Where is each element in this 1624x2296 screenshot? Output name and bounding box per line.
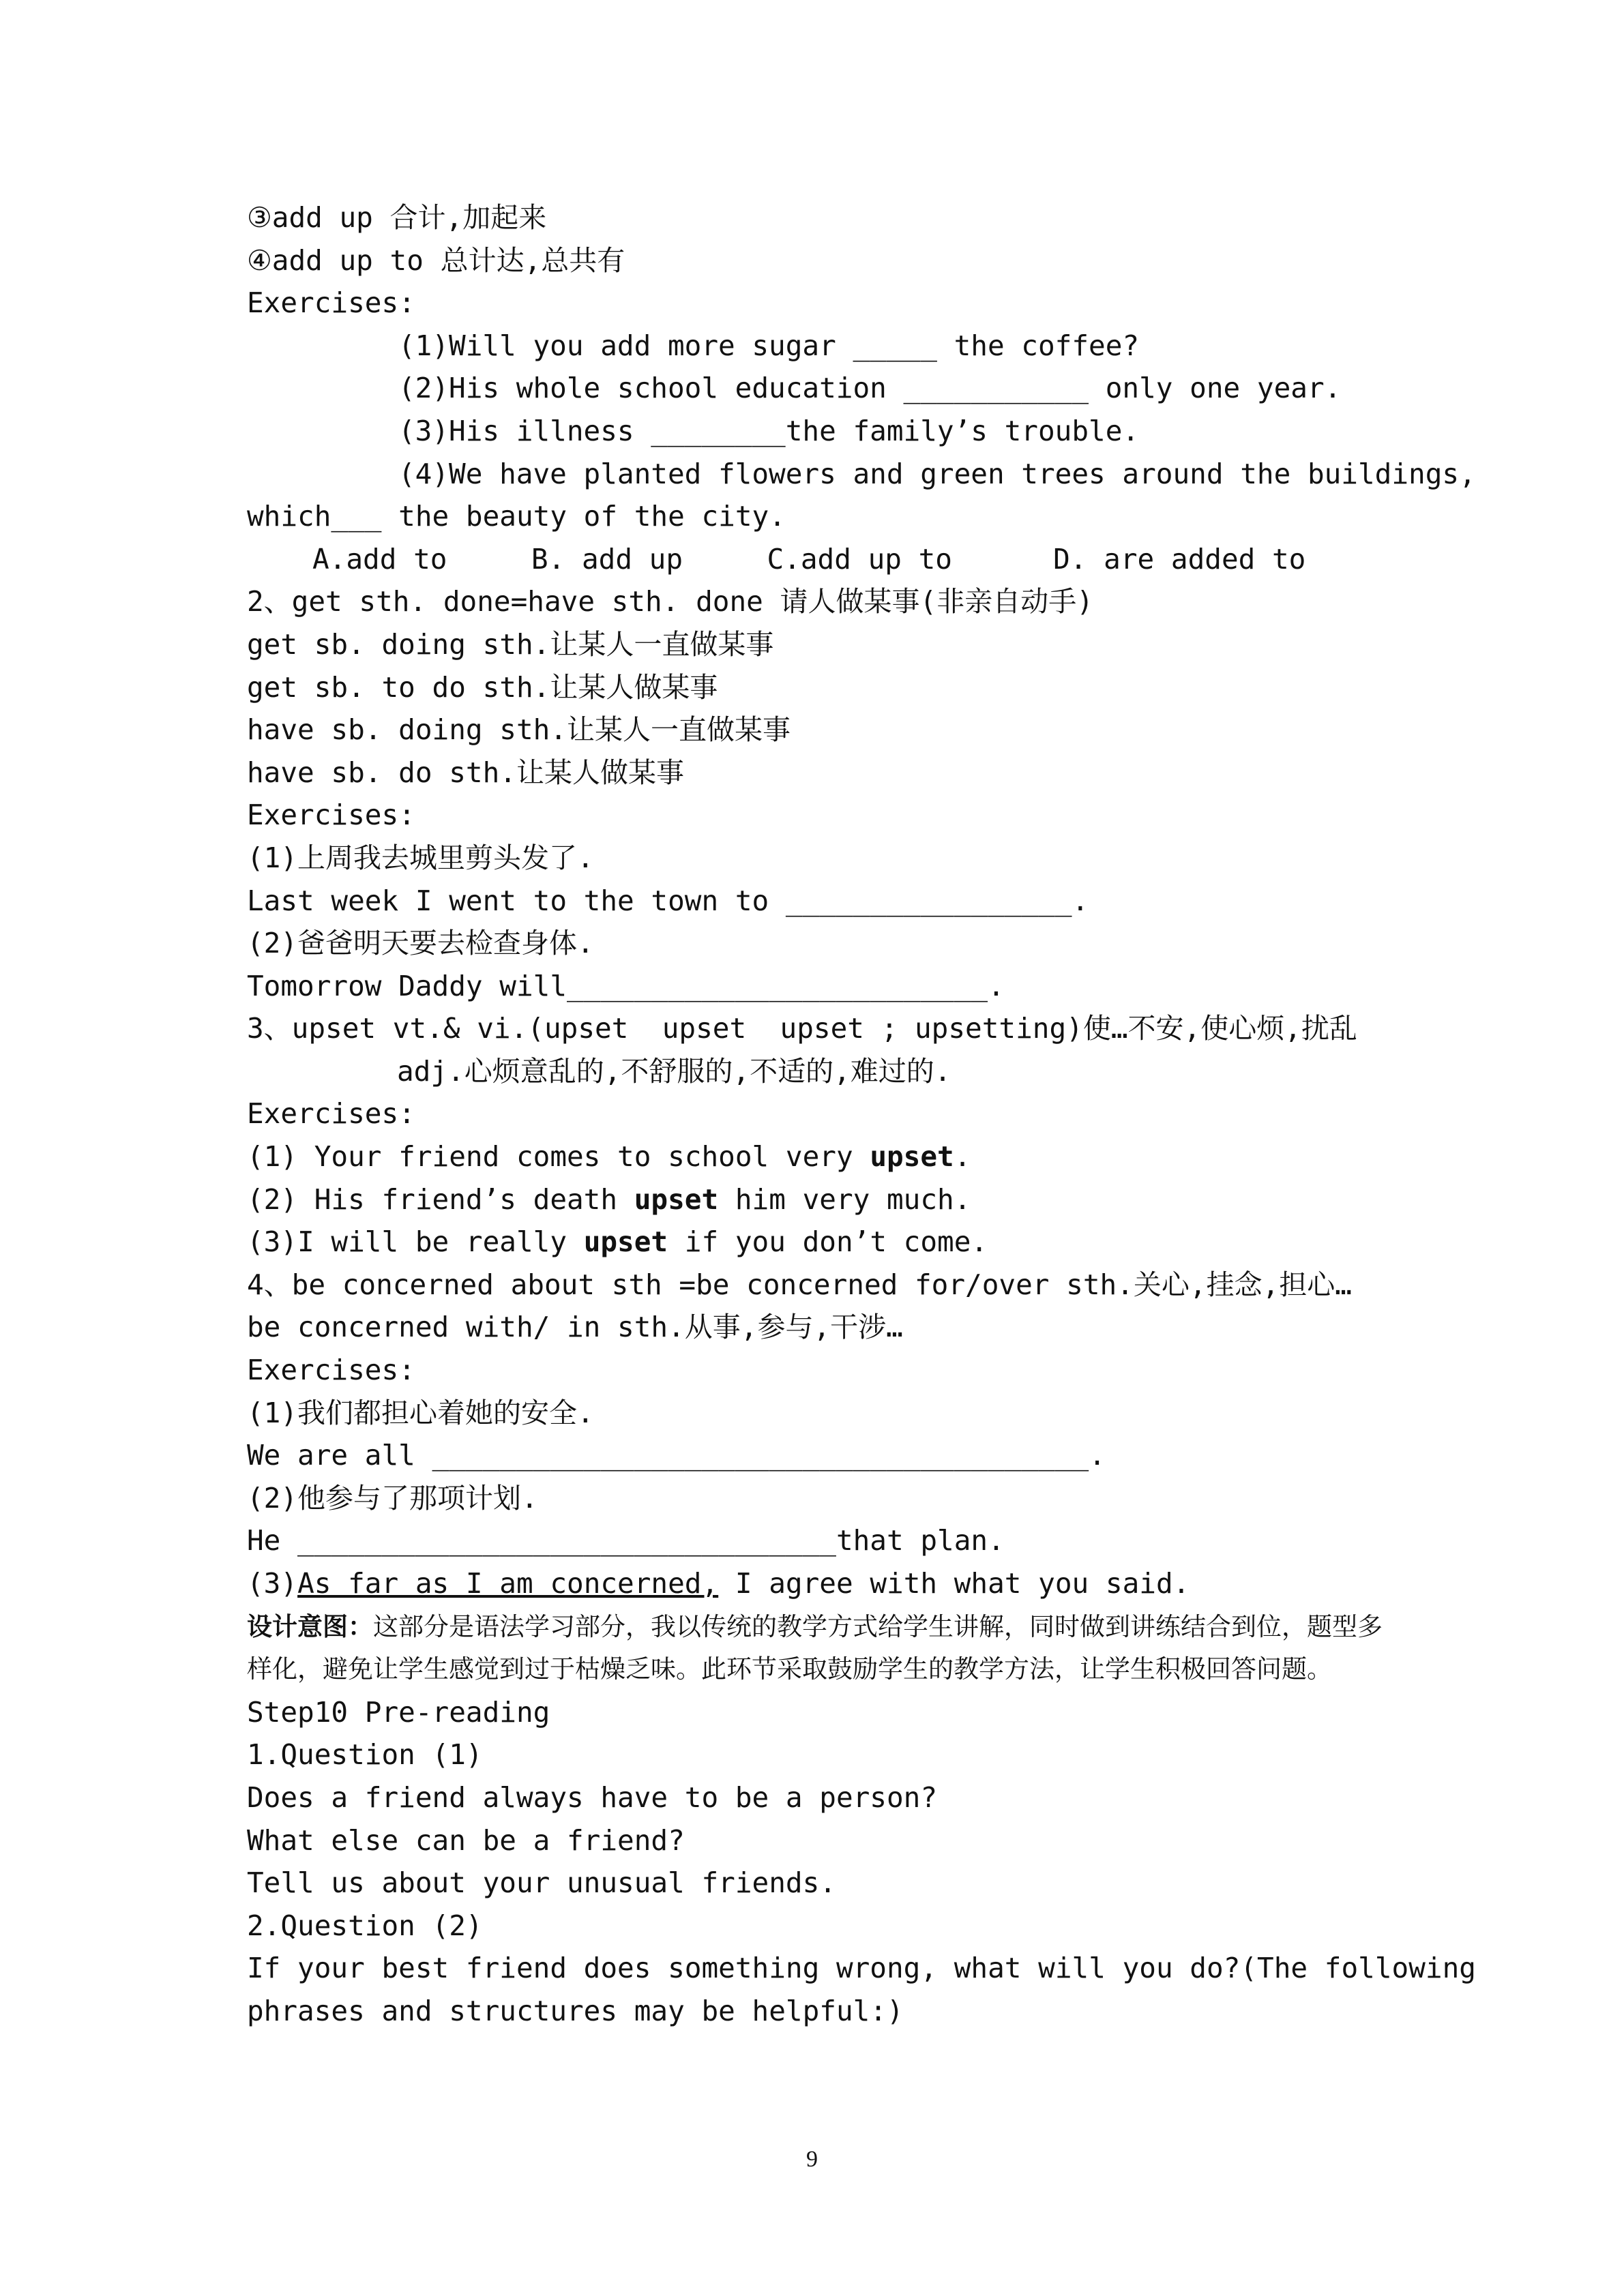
exercise-line: (2) His friend’s death upset him very much. [247, 1182, 971, 1216]
underlined-phrase: As far as I am concerned, [297, 1567, 719, 1600]
text-line: get sb. doing sth.让某人一直做某事 [247, 627, 774, 661]
text-line: adj.心烦意乱的,不舒服的,不适的,难过的. [397, 1054, 951, 1088]
bold-word: upset [634, 1182, 719, 1216]
page-number: 9 [806, 2147, 818, 2172]
text-line: Exercises: [247, 1354, 415, 1387]
exercise-line: (2)His whole school education ___________ only one year. [398, 372, 1342, 405]
exercise-line: (3)As far as I am concerned, I agree with what you said. [247, 1567, 1190, 1600]
text-line: He ________________________________that plan. [247, 1524, 1005, 1557]
text-line: (1)上周我去城里剪头发了. [247, 841, 594, 874]
text-line: 2、get sth. done=have sth. done 请人做某事(非亲自动手) [247, 585, 1093, 618]
text-line: Exercises: [247, 799, 415, 832]
text-line: ③add up 合计,加起来 [247, 201, 547, 234]
text-line: be concerned with/ in sth.从事,参与,干涉… [247, 1311, 903, 1344]
text-line: Exercises: [247, 1097, 415, 1131]
text-line: 2.Question (2) [247, 1909, 483, 1942]
text-line: (1)我们都担心着她的安全. [247, 1396, 594, 1429]
design-intent-label: 设计意图： [247, 1611, 373, 1641]
page-content [247, 196, 1476, 2033]
text-line: have sb. do sth.让某人做某事 [247, 756, 684, 789]
exercise-line: (3)I will be really upset if you don’t come. [247, 1225, 988, 1259]
text-line: 1.Question (1) [247, 1738, 483, 1772]
exercise-line: (1) Your friend comes to school very upset. [247, 1140, 971, 1174]
text-line: Last week I went to the town to _________________. [247, 884, 1089, 917]
text-line: 4、be concerned about sth =be concerned for/over sth.关心,挂念,担心… [247, 1268, 1352, 1301]
bold-word: upset [870, 1140, 954, 1174]
exercise-line: (1)Will you add more sugar _____ the coffee? [398, 329, 1140, 362]
text-line: Tomorrow Daddy will_________________________. [247, 969, 1005, 1002]
text-line: (2)他参与了那项计划. [247, 1481, 538, 1515]
text-line: What else can be a friend? [247, 1823, 685, 1857]
bold-word: upset [583, 1225, 668, 1259]
text-line: ④add up to 总计达,总共有 [247, 243, 625, 277]
text-line: (2)爸爸明天要去检查身体. [247, 927, 594, 960]
text-line: If your best friend does something wrong, what will you do?(The following [247, 1952, 1476, 1985]
text-line: which___ the beauty of the city. [247, 500, 786, 533]
text-line: get sb. to do sth.让某人做某事 [247, 670, 718, 704]
design-intent-paragraph: 设计意图：这部分是语法学习部分，我以传统的教学方式给学生讲解，同时做到讲练结合到位，题型多样化，避免让学生感觉到过于枯燥乏味。此环节采取鼓励学生的教学方法，让学生积极回答问题。 [247, 1611, 1383, 1684]
section-heading: Step10 Pre-reading [247, 1695, 550, 1729]
text-line: Exercises: [247, 286, 415, 320]
text-line: We are all _______________________________________. [247, 1439, 1106, 1472]
text-line: phrases and structures may be helpful:) [247, 1994, 904, 2027]
text-line: Does a friend always have to be a person? [247, 1780, 938, 1814]
text-line: 3、upset vt.& vi.(upset upset upset ; upsetting)使…不安,使心烦,扰乱 [247, 1012, 1357, 1045]
text-line: Tell us about your unusual friends. [247, 1866, 836, 1900]
exercise-line: (4)We have planted flowers and green trees around the buildings, [398, 457, 1476, 490]
exercise-line: (3)His illness ________the family’s trouble. [398, 414, 1140, 447]
answer-choices: A.add to B. add up C.add up to D. are added to [312, 542, 1306, 576]
text-line: have sb. doing sth.让某人一直做某事 [247, 713, 791, 747]
